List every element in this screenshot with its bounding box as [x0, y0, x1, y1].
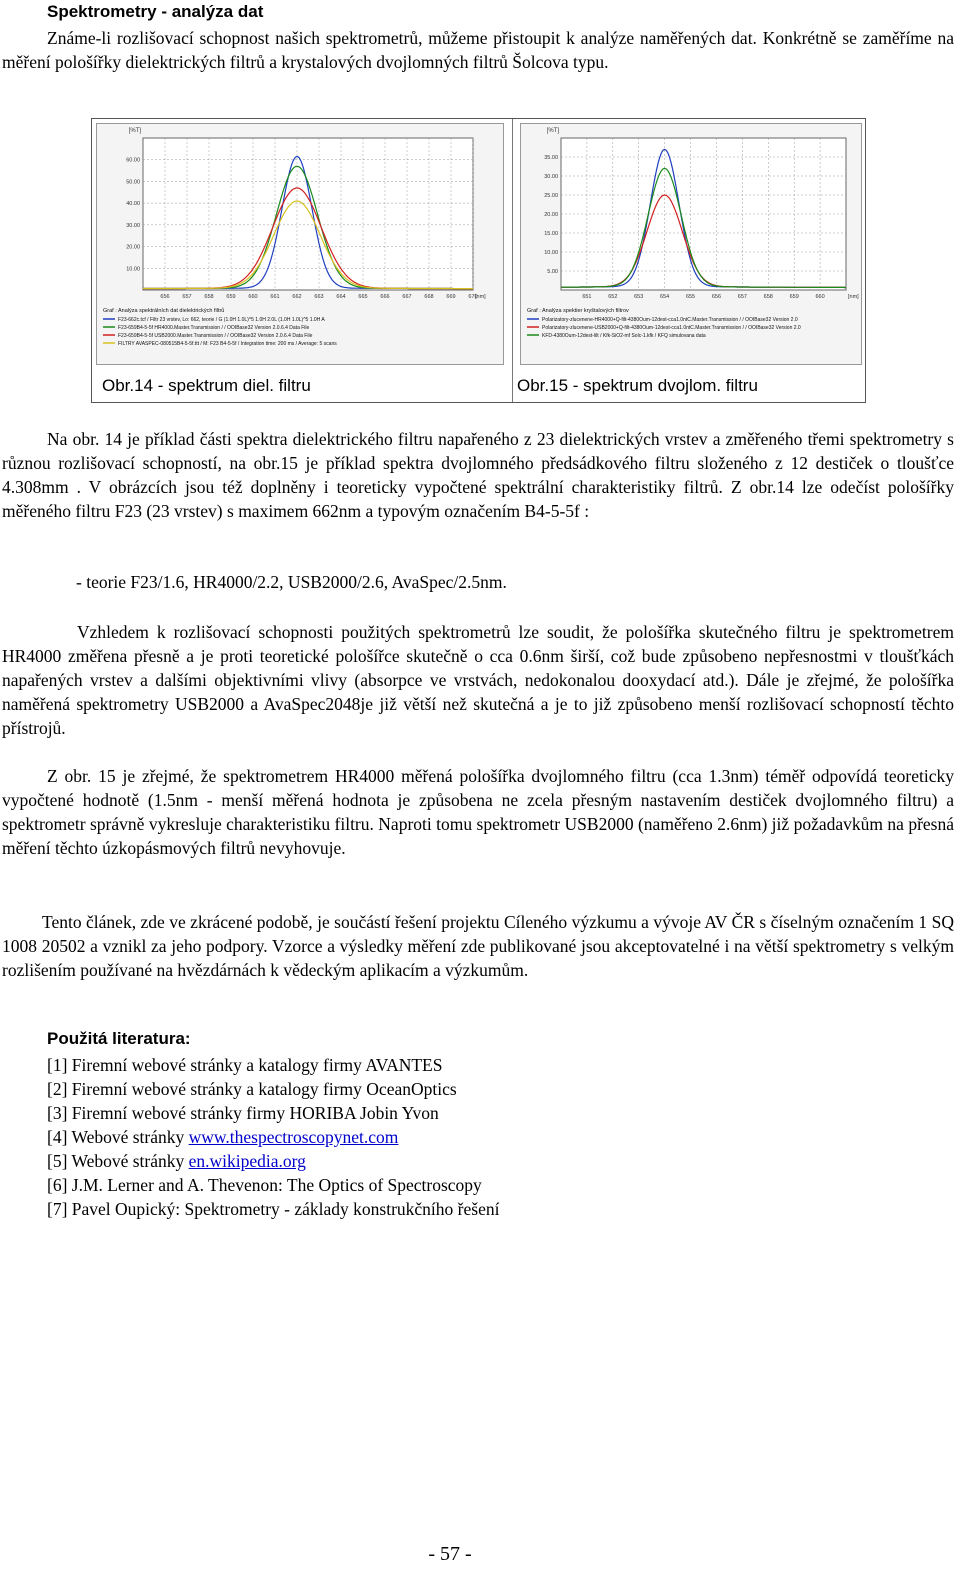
chart-fig15-svg	[521, 124, 861, 364]
paragraph-3: Z obr. 15 je zřejmé, že spektrometrem HR4000 měřená pološířka dvojlomného filtru (cca 1.3nm) téměř odpovídá teoreticky vypočtené hodnotě (1.5nm - menší měřená hodnota je způsobena ne zcela přesným nastavením destiček dvojlomného filtru) a spektrometr správně vykresluje charakteristiku filtru. Naproti tomu spektrometr USB2000 (naměřeno 2.6nm) již požadavkům na přesná měření těchto úzkopásmových filtrů nevyhovuje.	[2, 766, 954, 858]
x-tick-label: 655	[685, 294, 696, 300]
chart-fig14-svg	[97, 124, 503, 364]
reference-text: [2] Firemní webové stránky a katalogy firmy OceanOptics	[47, 1079, 457, 1099]
paragraph-4: Tento článek, zde ve zkrácené podobě, je součástí řešení projektu Cíleného výzkumu a vývoje AV ČR s číselným označením 1 SQ 1008 20502 a vznikl za jeho podpory. Vzorce a výsledky měření zde publikované jsou akceptovatelné i na větší spektrometry s velkým rozlišením používané na hvězdárnách k vědeckým aplikacím a výzkumům.	[2, 912, 954, 980]
y-tick-label: 50.00	[126, 179, 140, 186]
references-list	[47, 1053, 499, 1221]
reference-item	[47, 1173, 499, 1197]
legend-title: Graf : Analýza spektier kryštalových filtrov	[527, 308, 629, 314]
caption-fig14: Obr.14 - spektrum diel. filtru	[102, 376, 311, 395]
legend-entry: F23-659B4-5-5f HR4000.Master.Transmission / / OOIBase32 Version 2.0.6.4 Data File	[118, 325, 310, 331]
reference-text: [7] Pavel Oupický: Spektrometry - základy konstrukčního řešení	[47, 1199, 500, 1219]
y-tick-label: 30.00	[126, 222, 140, 229]
x-tick-label: 652	[608, 294, 618, 300]
reference-item	[47, 1197, 499, 1221]
reference-text: [5] Webové stránky	[47, 1151, 189, 1171]
y-unit-label: [%T]	[546, 128, 559, 134]
x-tick-label: 666	[380, 294, 390, 300]
x-tick-label: 667	[402, 294, 412, 300]
x-tick-label: 660	[815, 294, 825, 300]
intro-paragraph: Známe-li rozlišovací schopnost našich spektrometrů, můžeme přistoupit k analýze naměřených dat. Konkrétně se zaměříme na měření pološířky dielektrických filtrů a krystalových dvojlomných filtrů Šolcova typu.	[2, 28, 954, 72]
y-tick-label: 40.00	[126, 201, 140, 208]
caption-fig15: Obr.15 - spektrum dvojlom. filtru	[517, 376, 758, 395]
x-tick-label: 662	[292, 294, 302, 300]
reference-text: [1] Firemní webové stránky a katalogy firmy AVANTES	[47, 1055, 443, 1075]
y-tick-label: 25.00	[544, 193, 558, 199]
reference-item	[47, 1101, 499, 1125]
legend-title: Graf : Analýza spektrálních dat dielektrických filtrů	[103, 308, 225, 314]
reference-item	[47, 1053, 499, 1077]
y-tick-label: 5.00	[547, 269, 558, 275]
x-tick-label: 659	[226, 294, 236, 300]
y-tick-label: 20.00	[126, 244, 140, 251]
x-tick-label: 660	[248, 294, 258, 300]
reference-text: [6] J.M. Lerner and A. Thevenon: The Optics of Spectroscopy	[47, 1175, 482, 1195]
reference-link[interactable]: www.thespectroscopynet.com	[188, 1127, 399, 1147]
x-tick-label: 656	[160, 294, 170, 300]
x-tick-label: 663	[314, 294, 324, 300]
x-tick-label: 651	[582, 294, 592, 300]
y-tick-label: 30.00	[544, 174, 558, 180]
x-tick-label: 658	[763, 294, 773, 300]
legend-entry: Polarizatory-zlucenene-HR4000+Q-filt-4380Oum-12dest-cca1.0ntC.Master.Transmission / / OOIBase32 Version 2.0	[542, 317, 798, 323]
x-tick-label: 659	[789, 294, 799, 300]
x-tick-label: 665	[358, 294, 368, 300]
x-tick-label: 670	[468, 294, 478, 300]
chart-fig14	[96, 123, 504, 365]
x-unit-label: [nm]	[848, 294, 859, 300]
reference-item[interactable]	[47, 1149, 499, 1173]
x-tick-label: 669	[446, 294, 456, 300]
plot-area	[143, 138, 473, 290]
reference-item[interactable]	[47, 1125, 499, 1149]
x-tick-label: 656	[711, 294, 722, 300]
reference-text: [4] Webové stránky	[47, 1127, 189, 1147]
plot-area	[561, 138, 846, 290]
y-tick-label: 60.00	[126, 157, 140, 164]
legend-entry: FILTRY AVASPEC-080515B4-5-5f.ttt / M: F23 B4-5-5f / Integration time: 200 ms / Average: 5 scans	[118, 341, 337, 347]
legend-entry: F23-662c.tcf / Filtr 23 vrstev, Lo: 662, teorie / G (1.0H 1.0L)^5 1.0H 2.0L (1.0H 1.0L)^5 1.0H A	[118, 317, 325, 323]
reference-link[interactable]: en.wikipedia.org	[188, 1151, 306, 1171]
references-title: Použitá literatura:	[47, 1029, 191, 1048]
x-tick-label: 664	[336, 294, 346, 300]
figure-divider	[512, 119, 513, 402]
paragraph-2: Vzhledem k rozlišovací schopnosti použitých spektrometrů lze soudit, že pološířka skutečného filtru je spektrometrem HR4000 změřena přesně a je proti teoretické pološířce skutečně o cca 0.6nm širší, což bude způsobeno nepřesnostmi v tloušťkách napařených vrstev a dalšími objektivními vlivy (absorpce ve vrstvách, nedokonalou dooxydací atd.). Dále je zřejmé, že pološířka naměřená spektrometry USB2000 a AvaSpec2048je již větší než skutečná a je to již způsobeno menší rozlišovací schopností těchto přístrojů.	[2, 622, 954, 738]
reference-text: [3] Firemní webové stránky firmy HORIBA Jobin Yvon	[47, 1103, 439, 1123]
paragraph-1: Na obr. 14 je příklad části spektra dielektrického filtru napařeného z 23 dielektrických vrstev a změřeného třemi spektrometry s různou rozlišovací schopností, na obr.15 je příklad spektra dvojlomného předsádkového filtru složeného z 12 destiček o tloušťce 4.308mm . V obrázcích jsou též doplněny i teoreticky vypočtené spektrální charakteristiky filtrů. Z obr.14 lze odečíst pološířky měřeného filtru F23 (23 vrstev) s maximem 662nm a typovým označením B4-5-5f :	[2, 429, 954, 521]
x-unit-label: [nm]	[475, 294, 486, 300]
chart-fig15	[520, 123, 862, 365]
figure-panel	[91, 118, 866, 403]
y-tick-label: 10.00	[126, 266, 140, 273]
x-tick-label: 661	[270, 294, 280, 300]
page-number: - 57 -	[428, 1543, 472, 1565]
y-tick-label: 35.00	[544, 155, 558, 161]
x-tick-label: 668	[424, 294, 434, 300]
section-heading: Spektrometry - analýza dat	[47, 2, 264, 21]
legend-entry: F23-659B4-5-5f USB2000.Master.Transmission / / OOIBase32 Version 2.0.6.4 Data File	[118, 333, 313, 339]
y-unit-label: [%T]	[128, 128, 141, 134]
x-tick-label: 658	[204, 294, 214, 300]
legend-entry: KFD-4380Oum-12dest-lilt / Kfk-SiO2-mf Solc-1.kfk / KFQ simulovana data	[542, 333, 706, 339]
y-tick-label: 10.00	[544, 250, 558, 256]
halfwidth-list: - teorie F23/1.6, HR4000/2.2, USB2000/2.6, AvaSpec/2.5nm.	[76, 572, 507, 592]
x-tick-label: 657	[737, 294, 747, 300]
y-tick-label: 15.00	[544, 231, 558, 237]
x-tick-label: 654	[660, 294, 670, 300]
legend-entry: Polarizatory-zlucenene-USB2000+Q-filt-4380Oum-12dest-cca1.0ntC.Master.Transmission / / OOIBase32 Version 2.0	[542, 325, 801, 331]
x-tick-label: 653	[634, 294, 644, 300]
y-tick-label: 20.00	[544, 212, 558, 218]
x-tick-label: 657	[182, 294, 192, 300]
reference-item	[47, 1077, 499, 1101]
